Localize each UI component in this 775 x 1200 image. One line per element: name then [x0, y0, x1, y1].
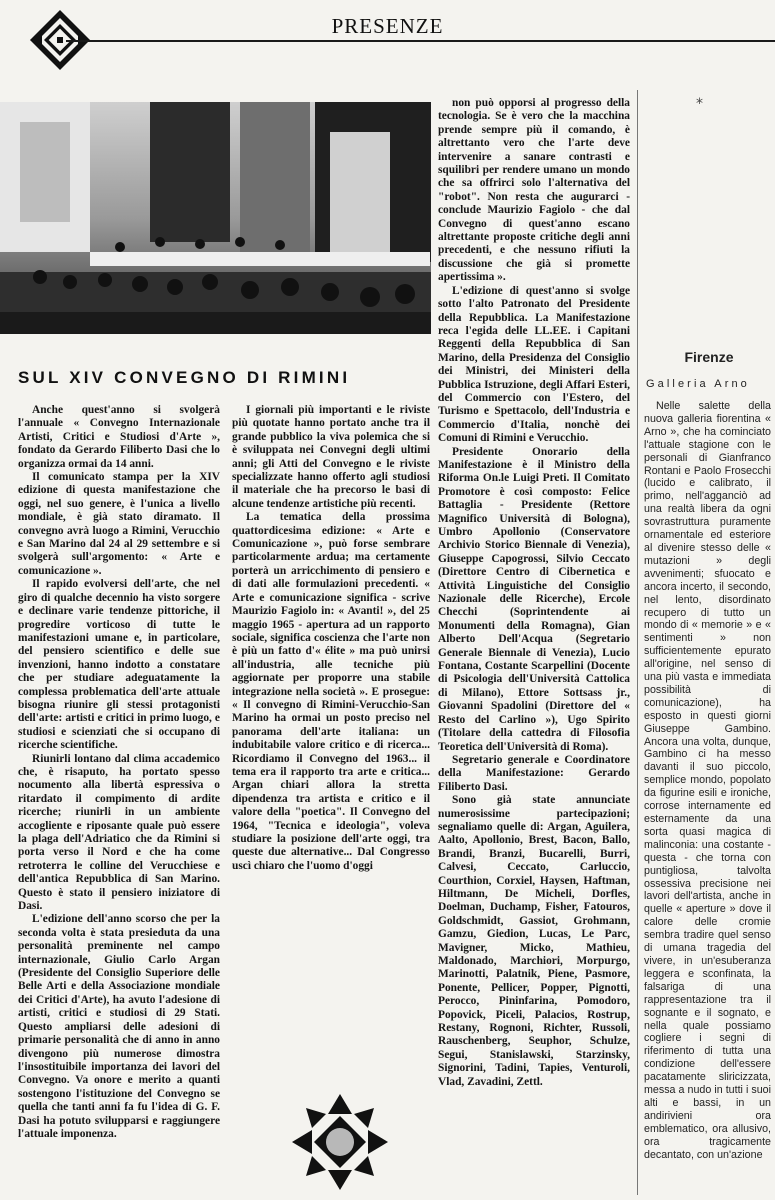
article-column-2 — [232, 404, 430, 872]
decorative-emblem-icon — [292, 1094, 388, 1190]
convention-photo — [0, 102, 431, 334]
paragraph: L'edizione di quest'anno si svolge sotto l'alto Patronato del Presidente della Repubblica. La Manifestazione reca l'egida delle LL.EE. i Capitani Reggenti della Repubblica di San Marino, della Presidenza del Consiglio dei Ministri, dei Ministeri della Pubblica Istruzione, degli Affari Esteri, del Commercio con l'Estero, del Turismo e Spettacolo, dell'Industria e Commercio d'Italia, nonchè dei Comuni di Rimini e Verucchio. — [438, 284, 630, 445]
paragraph: Il rapido evolversi dell'arte, che nel giro di qualche decennio ha visto sorgere e declinare varie tendenze pittoriche, il progredire vorticoso di tutte le manifestazioni umane e, in particolare, del pensiero scientifico e delle sue invenzioni, hanno indotto a constatare che per studiare adeguatamente la complessa problematica dell'arte attuale bisogna riunire gli stessi protagonisti dell'arte: artisti e critici in primo luogo, e studiosi e scienziati che si occupano di ricerche scientifiche. — [18, 578, 220, 752]
paragraph: Riunirli lontano dal clima accademico che, è risaputo, ha portato spesso nocumento alla libertà espressiva o ritardato il compimento di ardite ricerche; riunirli in un ambiente accogliente e riposante quale può essere la plaga dell'Adriatico che da Rimini si porta verso il Nord e che ha come retroterra le colline del Verucchiese e dell'antica Repubblica di San Marino. Questo è stato il pensiero iniziatore di Dasi. — [18, 752, 220, 913]
paragraph: Sono già state annunciate numerosissime partecipazioni; segnaliamo quelle di: Argan, Aguilera, Aalto, Apollonio, Brest, Bacon, Ballo, Brandi, Branzi, Bucarelli, Burri, Calvesi, Ceccato, Carluccio, Courthion, Corxiel, Haysen, Haftman, Hiltmann, De Micheli, Dorfles, Doelman, Duchamp, Fisher, Fatouros, Goldschmidt, Gassiot, Grohmann, Gamzu, Giedion, Lucas, Le Parc, Mavigner, Micko, Mathieu, Maldonado, Marchiori, Morpurgo, Marinotti, Palatnik, Piene, Pasmore, Ponente, Pellicer, Popper, Pignotti, Perocco, Pininfarina, Pomodoro, Popovick, Piceli, Palacios, Rostrup, Restany, Rognoni, Richter, Russoli, Rauschenberg, Seuphor, Schulze, Segui, Stanislawski, Starzinsky, Signorini, Tadini, Tapies, Venturoli, Vlad, Zavadini, Zettl. — [438, 794, 630, 1088]
paragraph: La tematica della prossima quattordicesima edizione: « Arte e Comunicazione », può forse sembrare particolarmente ardua; ma certamente porterà un arricchimento di pensiero e di dati alle formulazioni precedenti. « Arte e comunicazione significa - scrive Maurizio Fagiolo in: « Avanti! », del 25 maggio 1965 - apertura ad un rapporto sociale, significa coscienza che l'arte non è più un fatto d'« élite » ma può unirsi all'industria, alle tecniche più aggiornate per proporre una stabile integrazione nella società ». E prosegue: « Il convegno di Rimini-Verucchio-San Marino ha ormai un posto preciso nel panorama dell'arte italiana: un indubitabile valore critico e di ricerca... Ricordiamo il Convegno del 1963... il tema era il rapporto tra arte e critica... Argan chiari allora la stretta dipendenza tra artista e critico e il valore della "poetica". Il Convegno del 1964, "Tecnica e ideologia", voleva studiare la posizione dell'arte oggi, tra queste due alternative... Dal Congresso uscì chiaro che l'uomo d'oggi — [232, 511, 430, 872]
asterisk-ornament: * — [696, 96, 703, 112]
sidebar-gallery-name: Galleria Arno — [646, 378, 750, 390]
article-title: SUL XIV CONVEGNO DI RIMINI — [18, 368, 351, 387]
paragraph: non può opporsi al progresso della tecnologia. Se è vero che la macchina prende sempre più il comando, è altrettanto vero che l'arte deve intervenire a sanare contrasti e squilibri per rendere umano un mondo che sa offrirci solo l'alternativa del "robot". Non resta che augurarci - conclude Maurizio Fagiolo - che dal Convegno di quest'anno escano altrettante proposte critiche degli anni precedenti, e che nessuno rifiuti la discussione che già si promette apertissima ». — [438, 97, 630, 284]
paragraph: Presidente Onorario della Manifestazione è il Ministro della Riforma On.le Luigi Preti. Il Comitato Promotore è così composto: Felice Battaglia - Presidente (Rettore Magnifico Università di Bologna), Umbro Apollonio (Conservatore Archivio Storico Biennale di Venezia), Giuseppe Capogrossi, Silvio Ceccato (Direttore Centro di Cibernetica e Attività Linguistiche del Consiglio Nazionale delle Ricerche), Ercole Checchi (Soprintendente ai Monumenti della Romagna), Gian Alberto Dell'Acqua (Segretario Generale Biennale di Venezia), Lucio Fontana, Costante Scarpellini (Docente di Psicologia dell'Università Cattolica di Milano), Ettore Sottsass jr., Giovanni Spadolini (Direttore del « Resto del Carlino »), Ugo Spirito (Titolare della cattedra di Filosofia Teoretica dell'Università di Roma). — [438, 445, 630, 753]
sidebar-divider — [637, 90, 638, 1195]
header-rule — [66, 40, 775, 42]
paragraph: I giornali più importanti e le riviste più quotate hanno portato anche tra il grande pubblico la viva polemica che si è sviluppata nei Convegni degli ultimi anni; gli Atti del Convegno e le riviste specializzate hanno offerto agli studiosi il materiale che ha precorso le basi di alcune tendenze artistiche più recenti. — [232, 404, 430, 510]
paragraph: Anche quest'anno si svolgerà l'annuale « Convegno Internazionale Artisti, Critici e Studiosi d'Arte », fondato da Gerardo Filiberto Dasi che lo organizza ormai da 14 anni. — [18, 404, 220, 470]
article-column-1 — [18, 404, 220, 1194]
sidebar-review — [644, 400, 771, 1195]
section-title: PRESENZE — [331, 14, 444, 38]
article-column-3 — [438, 97, 630, 1197]
paragraph: Il comunicato stampa per la XIV edizione di questa manifestazione che oggi, nel suo genere, è l'unica a livello mondiale, è già stato diramato. Il convegno avrà luogo a Rimini, Verucchio e San Marino dal 24 al 29 settembre e si svolgerà sull'argomento: « Arte e comunicazione ». — [18, 471, 220, 577]
sidebar-text: Nelle salette della nuova galleria fiorentina « Arno », che ha cominciato l'attuale stagione con le personali di Gianfranco Rontani e Paolo Frosecchi (lucido e calibrato, il primo, nell'agganciò ad una realtà libera da ogni sovrastruttura puramente ornamentale ed esteriore al divenire stesso delle « mutazioni » degli avvenimenti; sfuocato e ancora incerto, il secondo, nel lento, disordinato recupero di tutto un mondo di « memorie » e « sentimenti » non sufficientemente epurato all'origine, nel senso di una più vasta e immediata possibilità di comunicazione), ha esposto in questi giorni Giuseppe Gambino. Ancora una volta, dunque, Gambino ci ha messo davanti il suo piccolo, semplice mondo, popolato da figurine esili e ironiche, corrose internamente ed esternamente da una sorta quasi magica di malinconia: una costante - questa - che torna con puntigliosa, talvolta ossessiva precisione nei lavori dell'artista, anche in quelle « aperture » dove il calore delle cromie sembra tradire quel senso di umana tragedia del vivere, in un'esuberanza leggera e sconfinata, la falsariga di una rappresentazione tra il sognante e il sognato, e nella quale possiamo cogliere i segni di riferimento di tutta una condizione dell'essere pacatamente sliricizzata, messa a nudo in tutti i suoi alti e bassi, in un andirivieni ora emblematico, ora allusivo, ora tragicamente decantato, con un'azione — [644, 400, 771, 1161]
paragraph: Segretario generale e Coordinatore della Manifestazione: Gerardo Filiberto Dasi. — [438, 753, 630, 793]
sidebar-city: Firenze — [684, 349, 734, 365]
paragraph: L'edizione dell'anno scorso che per la seconda volta è stata presieduta da una personalità preminente nel campo internazionale, Giulio Carlo Argan (Presidente del Consiglio Superiore delle Belle Arti e della Associazione mondiale dei Critici d'Arte), ha avuto l'adesione di artisti, critici e studiosi di 29 Stati. Questo ampliarsi delle adesioni di primarie personalità che di anno in anno divengono più numerose dimostra l'insostituibile importanza dei lavori del Convegno. Va onore e merito a quanti sostengono l'istituzione del Convegno se quella che tanti anni fa fu l'idea di G. F. Dasi ha potuto svilupparsi e raggiungere l'attuale imponenza. — [18, 913, 220, 1140]
